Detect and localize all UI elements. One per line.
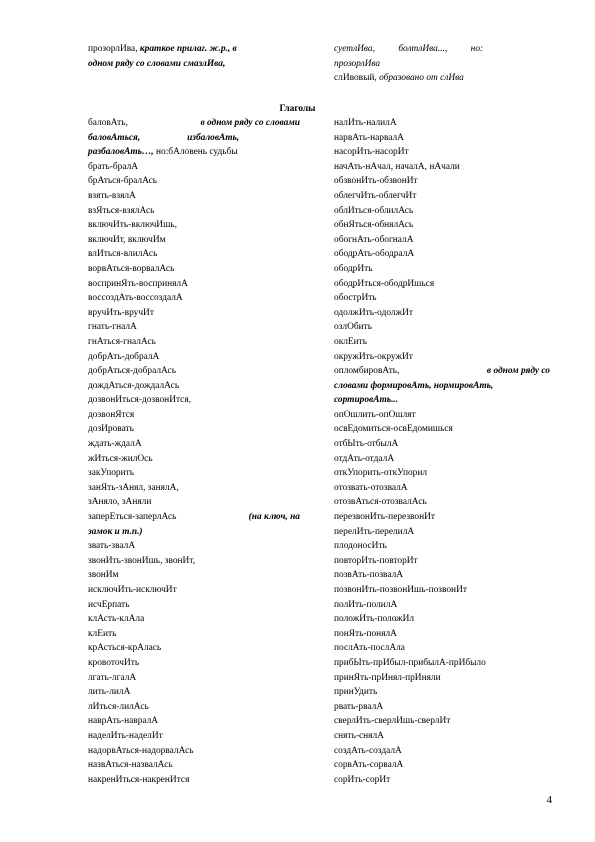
word-entry: облегчИть-облегчИт — [334, 190, 417, 201]
word-entry: занЯть-зАнял, занялА, — [88, 482, 179, 493]
word-entry: перезвонИть-перезвонИт — [334, 512, 435, 523]
verbs-right-column — [334, 116, 550, 787]
balovat-note: в одном ряду со словами — [200, 118, 300, 128]
word-entry: наврАть-навралА — [88, 716, 159, 727]
zaperetsya-entry — [88, 510, 300, 525]
section-heading: Глаголы — [279, 104, 316, 114]
zaperetsya-note-1: (на ключ, на — [248, 512, 300, 523]
word-entry: окружИть-окружИт — [334, 351, 413, 362]
word-entry: рвать-рвалА — [334, 701, 384, 712]
word-entry: клАсть-клАла — [88, 614, 145, 625]
word-entry: начАть-нАчал, началА, нАчали — [334, 161, 460, 172]
word-entry: брать-бралА — [88, 161, 139, 172]
word-entry: понЯть-понялА — [334, 628, 397, 639]
word-entry: ободрИться-ободрИшься — [334, 278, 435, 289]
balovat-exception: но:бАловень судьбы — [155, 147, 238, 158]
word-entry: сорвАть-сорвалА — [334, 760, 404, 771]
word-entry: насорИть-насорИт — [334, 147, 409, 158]
word-entry: дозИровать — [88, 424, 134, 435]
word-entry: нарвАть-нарвалА — [334, 132, 404, 143]
word-entry: отозвАться-отозвалАсь — [334, 497, 427, 508]
word-entry: звонИть-звонИшь, звонИт, — [88, 555, 196, 566]
word-entry: прибЫть-прИбыл-прибылА-прИбыло — [334, 657, 486, 668]
word-entry: закУпорить — [88, 468, 135, 479]
zaperetsya-note-2: замок и т.п.) — [88, 526, 143, 537]
word-entry: откУпорить-откУпорил — [334, 468, 428, 479]
word-entry: опОшлить-опОшлят — [334, 409, 416, 420]
word-entry: звонИм — [88, 570, 119, 581]
word-entry: сверлИть-сверлИшь-сверлИт — [334, 716, 451, 727]
word-entry: обзвонИть-обзвонИт — [334, 176, 418, 187]
balovat-line-2: баловАться, избаловАть, — [88, 132, 240, 143]
oplombirovat-word: опломбировАть, — [334, 366, 400, 377]
word-entry: воссоздАть-воссоздалА — [88, 293, 183, 304]
word-entry: назвАться-назвалАсь — [88, 760, 173, 771]
word-entry: повторИть-повторИт — [334, 555, 418, 566]
left-column — [88, 42, 300, 71]
word-entry: ворвАться-ворвалАсь — [88, 263, 175, 274]
word-entry: брАться-бралАсь — [88, 176, 158, 187]
word-entry: кровоточИть — [88, 657, 140, 668]
word-entry: отозвать-отозвалА — [334, 482, 408, 493]
zaperetsya-word: заперЕться-заперлАсь — [88, 512, 177, 523]
word-entry: обострИть — [334, 293, 377, 304]
word-entry: создАть-создалА — [334, 745, 402, 756]
word-entry: оклЕить — [334, 336, 368, 347]
word-entry: положИть-положИл — [334, 614, 415, 625]
word-entry: воспринЯть-воспринялА — [88, 278, 188, 289]
word-entry: одолжИть-одолжИт — [334, 307, 413, 318]
word-entry: дождАться-дождалАсь — [88, 380, 180, 391]
word-entry: снять-снялА — [334, 730, 384, 741]
word-entry: позвонИть-позвонИшь-позвонИт — [334, 585, 467, 595]
top-right-line-3 — [334, 71, 550, 86]
word-entry: обнЯться-обнялАсь — [334, 220, 414, 231]
verbs-left-column — [88, 116, 300, 787]
word-entry: клЕить — [88, 628, 117, 639]
word-entry: перелИть-перелилА — [334, 526, 415, 537]
word-entry: отбЫть-отбылА — [334, 439, 399, 450]
word-entry: исчЕрпать — [88, 599, 130, 610]
word-entry: озлОбить — [334, 322, 372, 333]
top-right-word: слИвовый, — [334, 73, 377, 84]
word-entry: взять-взялА — [88, 190, 136, 201]
balovat-entry — [88, 116, 300, 131]
word-entry: взЯться-взялАсь — [88, 205, 155, 216]
word-entry: лить-лилА — [88, 687, 131, 698]
word-entry: налИть-налилА — [334, 118, 397, 128]
word-entry: дозвонЯтся — [88, 409, 135, 420]
word-entry: ободрИть — [334, 263, 373, 274]
word-entry: вручИть-вручИт — [88, 307, 154, 318]
balovat-word: баловАть, — [88, 118, 128, 128]
word-entry: плодоносИть — [334, 541, 387, 552]
page-number: 4 — [546, 794, 552, 806]
word-entry: зАняло, зАняли — [88, 497, 152, 508]
word-entry: надорвАться-надорвалАсь — [88, 745, 194, 756]
top-right-line-2: прозорлИва — [334, 58, 381, 69]
word-entry: гнать-гналА — [88, 322, 137, 333]
oplombirovat-line-3: сортировАть... — [334, 395, 399, 406]
oplombirovat-note: в одном ряду со — [486, 366, 550, 377]
word-entry: послАть-послАла — [334, 643, 405, 654]
word-entry: влИться-влилАсь — [88, 249, 158, 260]
word-entry: облИться-облилАсь — [334, 205, 414, 216]
razbalovat-word: разбаловАть…, — [88, 147, 154, 158]
oplombirovat-line-2: словами формировАть, нормировАть, — [334, 380, 494, 391]
top-left-note-2: одном ряду со словами смазлИва, — [88, 58, 226, 69]
word-entry: отдАть-отдалА — [334, 453, 395, 464]
word-entry: звать-звалА — [88, 541, 136, 552]
word-entry: крАсться-крАлась — [88, 643, 162, 654]
top-right-note: образовано от слИва — [379, 73, 464, 84]
word-entry: лгать-лгалА — [88, 672, 137, 683]
word-entry: накренИться-накренИтся — [88, 774, 190, 785]
word-entry: наделИть-наделИт — [88, 730, 163, 741]
word-entry: дозвонИться-дозвонИтся, — [88, 395, 191, 406]
oplombirovat-entry — [334, 364, 550, 379]
word-entry: исключИть-исключИт — [88, 585, 177, 595]
word-entry: включИть-включИшь, — [88, 220, 177, 231]
word-entry: включИт, включИм — [88, 234, 166, 245]
word-entry: ждать-ждалА — [88, 439, 142, 450]
word-entry: лИться-лилАсь — [88, 701, 149, 712]
word-entry: обогнАть-обогналА — [334, 234, 414, 245]
word-entry: жИться-жилОсь — [88, 453, 153, 464]
top-left-note-1: краткое прилаг. ж.р., в — [139, 44, 237, 54]
word-entry: принУдить — [334, 687, 378, 698]
top-left-word: прозорлИва, — [88, 44, 138, 54]
word-entry: сорИть-сорИт — [334, 774, 391, 785]
word-entry: позвАть-позвалА — [334, 570, 404, 581]
word-entry: гнАться-гналАсь — [88, 336, 156, 347]
word-entry: полИть-полилА — [334, 599, 398, 610]
word-entry: освЕдомиться-освЕдомишься — [334, 424, 453, 435]
right-column-top — [334, 42, 550, 86]
balovat-line-3 — [88, 145, 300, 160]
word-entry: ободрАть-ободралА — [334, 249, 415, 260]
word-entry: принЯть-прИнял-прИняли — [334, 672, 441, 683]
word-entry: добрАть-добралА — [88, 351, 160, 362]
word-entry: добрАться-добралАсь — [88, 366, 176, 377]
top-left-entry — [88, 42, 300, 57]
top-right-line-1: суетлИва, болтлИва..., но: — [334, 44, 484, 54]
